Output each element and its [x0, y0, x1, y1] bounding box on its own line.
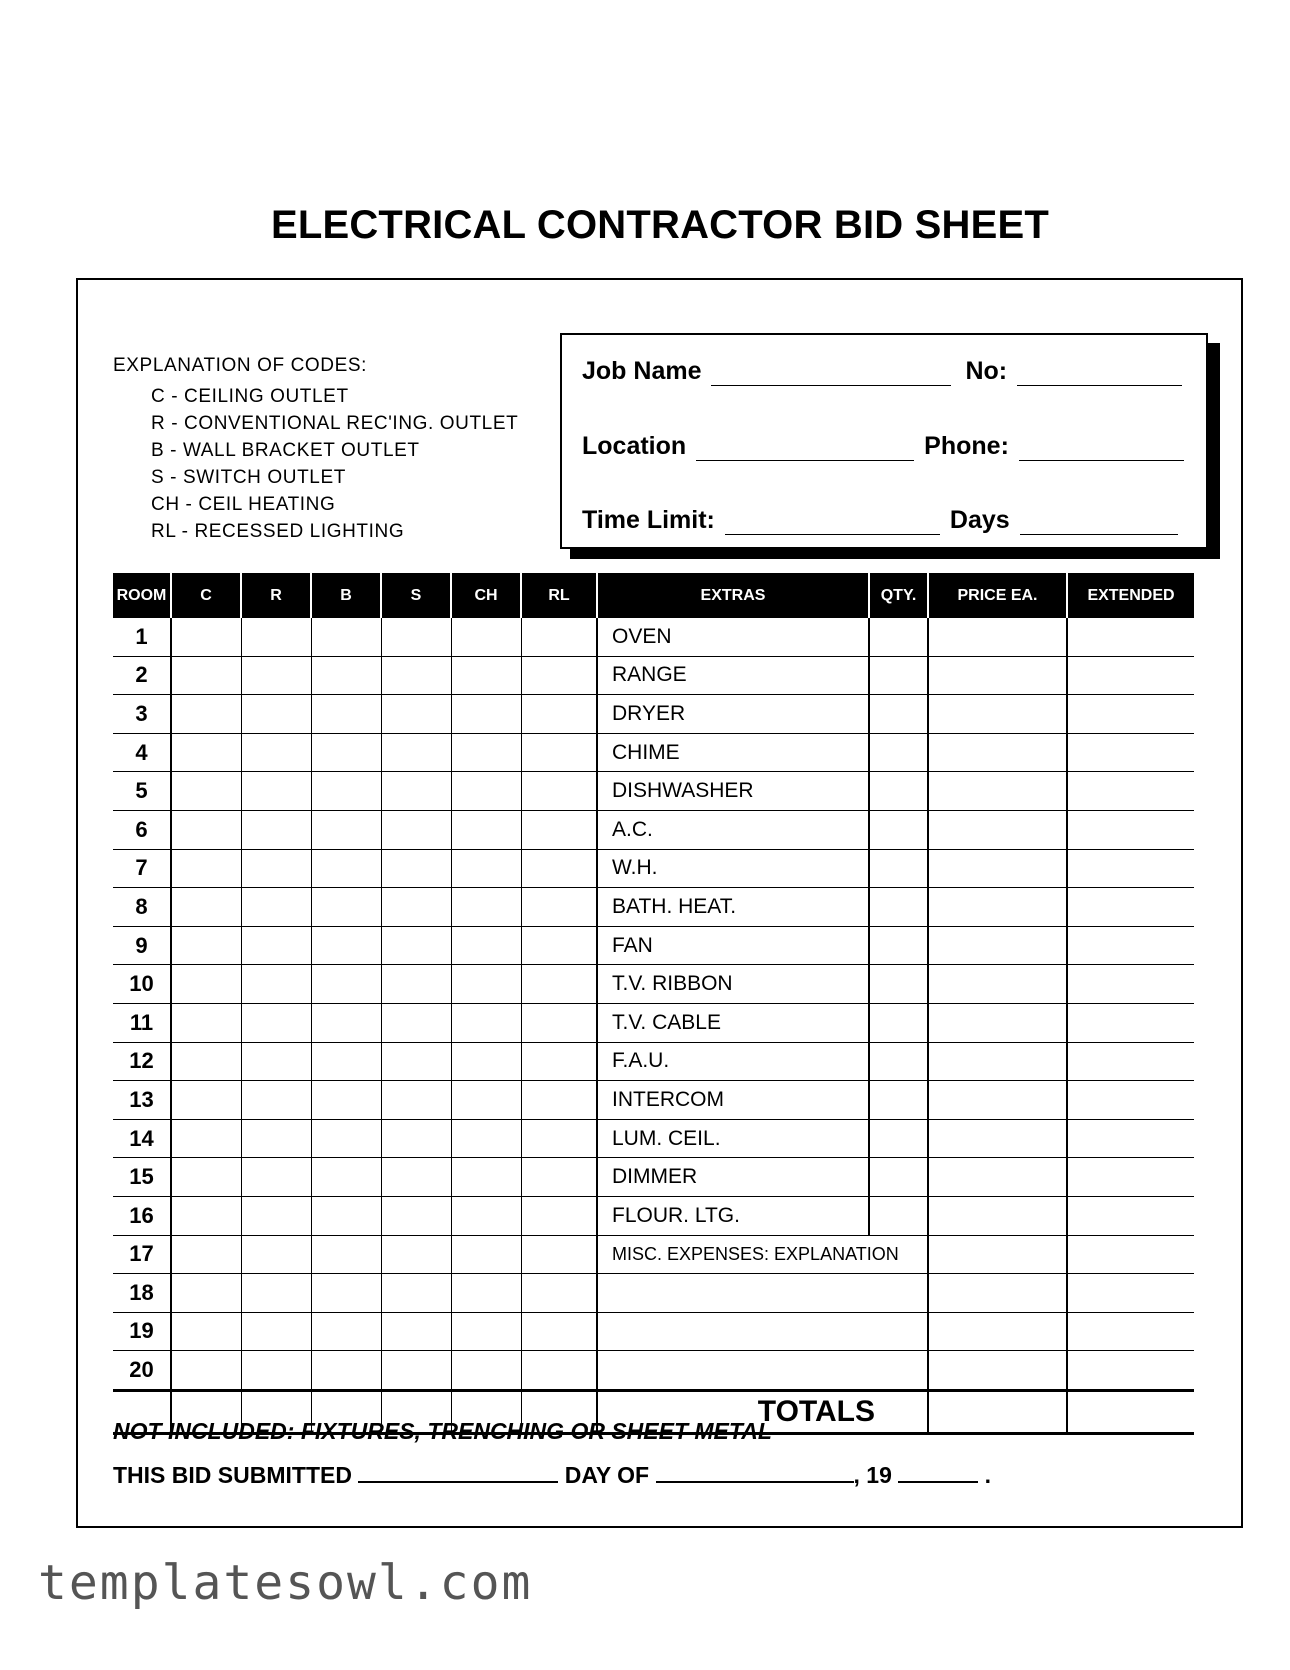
cell-r[interactable] — [241, 656, 311, 695]
cell-extended[interactable] — [1067, 849, 1194, 888]
col-extended: EXTENDED — [1067, 573, 1194, 618]
phone-field[interactable] — [1019, 438, 1184, 461]
cell-rl[interactable] — [521, 1274, 597, 1313]
cell-r[interactable] — [241, 695, 311, 734]
cell-b[interactable] — [311, 1158, 381, 1197]
cell-c[interactable] — [171, 810, 241, 849]
cell-rl[interactable] — [521, 849, 597, 888]
cell-r[interactable] — [241, 926, 311, 965]
room-number: 9 — [113, 926, 171, 965]
cell-s[interactable] — [381, 1235, 451, 1274]
extra-item: F.A.U. — [597, 1042, 869, 1081]
cell-qty[interactable] — [869, 733, 928, 772]
cell-s[interactable] — [381, 1312, 451, 1351]
cell-b[interactable] — [311, 1003, 381, 1042]
cell-c[interactable] — [171, 772, 241, 811]
cell-b[interactable] — [311, 733, 381, 772]
room-number: 15 — [113, 1158, 171, 1197]
cell-b[interactable] — [311, 888, 381, 927]
cell-rl[interactable] — [521, 1235, 597, 1274]
cell-r[interactable] — [241, 849, 311, 888]
table-row — [113, 772, 1194, 811]
codes-legend — [113, 355, 518, 545]
cell-ch[interactable] — [451, 810, 521, 849]
total-extended[interactable] — [1067, 1390, 1194, 1433]
time-limit-label: Time Limit: — [582, 506, 715, 534]
table-row — [113, 1003, 1194, 1042]
cell-c[interactable] — [171, 965, 241, 1004]
cell-price-each[interactable] — [928, 1312, 1067, 1351]
cell-price-each[interactable] — [928, 656, 1067, 695]
cell-b[interactable] — [311, 965, 381, 1004]
cell-price-each[interactable] — [928, 888, 1067, 927]
col-s: S — [381, 573, 451, 618]
cell-ch[interactable] — [451, 1003, 521, 1042]
cell-r[interactable] — [241, 1196, 311, 1235]
room-number: 14 — [113, 1119, 171, 1158]
cell-extended[interactable] — [1067, 1274, 1194, 1313]
room-number: 3 — [113, 695, 171, 734]
col-room: ROOM — [113, 573, 171, 618]
cell-extended[interactable] — [1067, 733, 1194, 772]
page-title: ELECTRICAL CONTRACTOR BID SHEET — [270, 203, 1050, 247]
cell-qty[interactable] — [869, 1081, 928, 1120]
phone-label: Phone: — [924, 432, 1009, 460]
extra-item: W.H. — [597, 849, 869, 888]
extra-item: DISHWASHER — [597, 772, 869, 811]
cell-price-each[interactable] — [928, 849, 1067, 888]
bid-submitted-line — [113, 1461, 991, 1489]
cell-ch[interactable] — [451, 1235, 521, 1274]
cell-b[interactable] — [311, 849, 381, 888]
cell-qty[interactable] — [869, 926, 928, 965]
cell-s[interactable] — [381, 965, 451, 1004]
cell-ch[interactable] — [451, 733, 521, 772]
extra-item: FAN — [597, 926, 869, 965]
cell-r[interactable] — [241, 1081, 311, 1120]
cell-qty[interactable] — [869, 849, 928, 888]
room-number: 18 — [113, 1274, 171, 1313]
extra-item: FLOUR. LTG. — [597, 1196, 869, 1235]
cell-s[interactable] — [381, 1042, 451, 1081]
cell-b[interactable] — [311, 1235, 381, 1274]
cell-c[interactable] — [171, 926, 241, 965]
cell-qty[interactable] — [869, 1196, 928, 1235]
cell-ch[interactable] — [451, 1274, 521, 1313]
room-number: 10 — [113, 965, 171, 1004]
cell-price-each[interactable] — [928, 695, 1067, 734]
cell-rl[interactable] — [521, 965, 597, 1004]
cell-ch[interactable] — [451, 849, 521, 888]
extra-item: BATH. HEAT. — [597, 888, 869, 927]
cell-price-each[interactable] — [928, 1196, 1067, 1235]
table-row — [113, 888, 1194, 927]
cell-c[interactable] — [171, 888, 241, 927]
cell-extended[interactable] — [1067, 1003, 1194, 1042]
cell-r[interactable] — [241, 810, 311, 849]
cell-rl[interactable] — [521, 1312, 597, 1351]
cell-ch[interactable] — [451, 772, 521, 811]
total-price-each[interactable] — [928, 1390, 1067, 1433]
cell-qty[interactable] — [869, 810, 928, 849]
cell-extended[interactable] — [1067, 695, 1194, 734]
col-qty: QTY. — [869, 573, 928, 618]
cell-b[interactable] — [311, 810, 381, 849]
cell-price-each[interactable] — [928, 1042, 1067, 1081]
cell-r[interactable] — [241, 772, 311, 811]
bid-month-field[interactable] — [656, 1461, 854, 1483]
cell-ch[interactable] — [451, 618, 521, 656]
cell-s[interactable] — [381, 1119, 451, 1158]
job-info-box — [560, 333, 1208, 549]
cell-price-each[interactable] — [928, 733, 1067, 772]
job-name-row — [582, 357, 1192, 386]
cell-price-each[interactable] — [928, 1003, 1067, 1042]
cell-qty[interactable] — [869, 695, 928, 734]
cell-qty[interactable] — [869, 888, 928, 927]
table-row — [113, 1119, 1194, 1158]
cell-c[interactable] — [171, 1119, 241, 1158]
cell-extended[interactable] — [1067, 888, 1194, 927]
cell-price-each[interactable] — [928, 618, 1067, 656]
cell-extended[interactable] — [1067, 656, 1194, 695]
table-row — [113, 965, 1194, 1004]
cell-r[interactable] — [241, 1235, 311, 1274]
cell-ch[interactable] — [451, 1042, 521, 1081]
cell-price-each[interactable] — [928, 965, 1067, 1004]
room-number: 19 — [113, 1312, 171, 1351]
cell-c[interactable] — [171, 1235, 241, 1274]
table-row — [113, 1235, 1194, 1274]
cell-rl[interactable] — [521, 888, 597, 927]
cell-extended[interactable] — [1067, 1042, 1194, 1081]
table-row — [113, 733, 1194, 772]
cell-s[interactable] — [381, 618, 451, 656]
cell-c[interactable] — [171, 1274, 241, 1313]
cell-qty[interactable] — [869, 1003, 928, 1042]
cell-ch[interactable] — [451, 1119, 521, 1158]
cell-c[interactable] — [171, 1351, 241, 1391]
cell-c[interactable] — [171, 1042, 241, 1081]
cell-price-each[interactable] — [928, 772, 1067, 811]
table-row — [113, 1042, 1194, 1081]
cell-ch[interactable] — [451, 1158, 521, 1197]
cell-b[interactable] — [311, 1351, 381, 1391]
cell-r[interactable] — [241, 1312, 311, 1351]
year-prefix-label: , 19 — [853, 1462, 892, 1488]
misc-expenses-label: MISC. EXPENSES: EXPLANATION — [597, 1235, 928, 1274]
cell-rl[interactable] — [521, 1119, 597, 1158]
cell-s[interactable] — [381, 1003, 451, 1042]
table-row — [113, 849, 1194, 888]
cell-c[interactable] — [171, 1312, 241, 1351]
table-row — [113, 1274, 1194, 1313]
cell-qty[interactable] — [869, 1042, 928, 1081]
cell-extended[interactable] — [1067, 1081, 1194, 1120]
not-included-note: NOT INCLUDED: FIXTURES, TRENCHING OR SHEET METAL — [113, 1418, 772, 1444]
cell-r[interactable] — [241, 1351, 311, 1391]
code-ch: CH - CEIL HEATING — [151, 494, 336, 515]
table-row — [113, 656, 1194, 695]
cell-c[interactable] — [171, 849, 241, 888]
location-field[interactable] — [696, 438, 914, 461]
cell-rl[interactable] — [521, 695, 597, 734]
cell-r[interactable] — [241, 1003, 311, 1042]
cell-s[interactable] — [381, 733, 451, 772]
cell-qty[interactable] — [869, 1119, 928, 1158]
extra-item: T.V. CABLE — [597, 1003, 869, 1042]
cell-ch[interactable] — [451, 1351, 521, 1391]
cell-s[interactable] — [381, 926, 451, 965]
cell-rl[interactable] — [521, 810, 597, 849]
watermark-text: templatesowl.com — [38, 1555, 533, 1611]
extra-item: T.V. RIBBON — [597, 965, 869, 1004]
cell-ch[interactable] — [451, 1312, 521, 1351]
table-header-row — [113, 573, 1194, 618]
room-number: 2 — [113, 656, 171, 695]
room-number: 6 — [113, 810, 171, 849]
room-number: 1 — [113, 618, 171, 656]
extra-item: CHIME — [597, 733, 869, 772]
cell-b[interactable] — [311, 926, 381, 965]
cell-rl[interactable] — [521, 1196, 597, 1235]
cell-r[interactable] — [241, 618, 311, 656]
cell-c[interactable] — [171, 695, 241, 734]
extra-item: RANGE — [597, 656, 869, 695]
cell-extended[interactable] — [1067, 965, 1194, 1004]
extra-item: LUM. CEIL. — [597, 1119, 869, 1158]
cell-b[interactable] — [311, 1081, 381, 1120]
table-row — [113, 1351, 1194, 1391]
bid-day-field[interactable] — [358, 1461, 558, 1483]
extra-item: A.C. — [597, 810, 869, 849]
cell-s[interactable] — [381, 849, 451, 888]
cell-extended[interactable] — [1067, 1312, 1194, 1351]
job-name-field[interactable] — [711, 363, 951, 386]
cell-rl[interactable] — [521, 926, 597, 965]
cell-price-each[interactable] — [928, 1158, 1067, 1197]
cell-s[interactable] — [381, 1196, 451, 1235]
cell-ch[interactable] — [451, 965, 521, 1004]
cell-b[interactable] — [311, 1196, 381, 1235]
table-row — [113, 926, 1194, 965]
cell-s[interactable] — [381, 810, 451, 849]
cell-b[interactable] — [311, 1312, 381, 1351]
misc-explanation-cell[interactable] — [597, 1351, 928, 1391]
cell-b[interactable] — [311, 772, 381, 811]
cell-rl[interactable] — [521, 1351, 597, 1391]
table-row — [113, 1081, 1194, 1120]
extra-item: OVEN — [597, 618, 869, 656]
col-b: B — [311, 573, 381, 618]
cell-qty[interactable] — [869, 618, 928, 656]
table-row — [113, 1196, 1194, 1235]
cell-price-each[interactable] — [928, 1235, 1067, 1274]
bid-submitted-label: THIS BID SUBMITTED — [113, 1462, 352, 1488]
cell-r[interactable] — [241, 1119, 311, 1158]
room-number: 20 — [113, 1351, 171, 1391]
cell-b[interactable] — [311, 1042, 381, 1081]
cell-c[interactable] — [171, 1081, 241, 1120]
time-limit-row — [582, 506, 1188, 535]
cell-r[interactable] — [241, 1274, 311, 1313]
extra-item: DRYER — [597, 695, 869, 734]
room-number: 4 — [113, 733, 171, 772]
cell-b[interactable] — [311, 1119, 381, 1158]
cell-qty[interactable] — [869, 1158, 928, 1197]
cell-ch[interactable] — [451, 926, 521, 965]
cell-price-each[interactable] — [928, 1351, 1067, 1391]
cell-ch[interactable] — [451, 695, 521, 734]
cell-rl[interactable] — [521, 656, 597, 695]
col-c: C — [171, 573, 241, 618]
room-number: 7 — [113, 849, 171, 888]
location-row — [582, 432, 1194, 461]
cell-s[interactable] — [381, 695, 451, 734]
cell-s[interactable] — [381, 1351, 451, 1391]
col-ch: CH — [451, 573, 521, 618]
table-row — [113, 1312, 1194, 1351]
cell-price-each[interactable] — [928, 1081, 1067, 1120]
room-number: 11 — [113, 1003, 171, 1042]
cell-extended[interactable] — [1067, 1158, 1194, 1197]
table-row — [113, 695, 1194, 734]
room-number: 16 — [113, 1196, 171, 1235]
cell-extended[interactable] — [1067, 1119, 1194, 1158]
cell-ch[interactable] — [451, 1196, 521, 1235]
cell-rl[interactable] — [521, 1042, 597, 1081]
bid-year-field[interactable] — [898, 1461, 978, 1483]
cell-price-each[interactable] — [928, 1274, 1067, 1313]
cell-c[interactable] — [171, 1196, 241, 1235]
table-row — [113, 618, 1194, 656]
cell-r[interactable] — [241, 1158, 311, 1197]
misc-explanation-cell[interactable] — [597, 1274, 928, 1313]
room-number: 17 — [113, 1235, 171, 1274]
code-c: C - CEILING OUTLET — [151, 386, 349, 407]
cell-c[interactable] — [171, 618, 241, 656]
room-number: 8 — [113, 888, 171, 927]
no-field[interactable] — [1017, 363, 1182, 386]
cell-extended[interactable] — [1067, 618, 1194, 656]
cell-rl[interactable] — [521, 618, 597, 656]
codes-heading: EXPLANATION OF CODES: — [113, 355, 368, 376]
cell-b[interactable] — [311, 1274, 381, 1313]
cell-extended[interactable] — [1067, 1235, 1194, 1274]
cell-r[interactable] — [241, 1042, 311, 1081]
location-label: Location — [582, 432, 687, 460]
code-s: S - SWITCH OUTLET — [151, 467, 346, 488]
cell-s[interactable] — [381, 1274, 451, 1313]
cell-price-each[interactable] — [928, 1119, 1067, 1158]
cell-r[interactable] — [241, 888, 311, 927]
cell-rl[interactable] — [521, 733, 597, 772]
cell-qty[interactable] — [869, 656, 928, 695]
col-price-each: PRICE EA. — [928, 573, 1067, 618]
cell-extended[interactable] — [1067, 1351, 1194, 1391]
cell-s[interactable] — [381, 656, 451, 695]
col-rl: RL — [521, 573, 597, 618]
code-b: B - WALL BRACKET OUTLET — [151, 440, 420, 461]
totals-label: TOTALS — [597, 1390, 928, 1433]
col-extras: EXTRAS — [597, 573, 869, 618]
cell-ch[interactable] — [451, 888, 521, 927]
cell-ch[interactable] — [451, 656, 521, 695]
end-period: . — [984, 1462, 992, 1488]
cell-qty[interactable] — [869, 772, 928, 811]
cell-price-each[interactable] — [928, 810, 1067, 849]
cell-extended[interactable] — [1067, 772, 1194, 811]
cell-rl[interactable] — [521, 1081, 597, 1120]
cell-c[interactable] — [171, 656, 241, 695]
job-name-label: Job Name — [582, 357, 702, 385]
day-of-label: DAY OF — [564, 1462, 650, 1488]
bid-table — [113, 573, 1194, 1435]
cell-s[interactable] — [381, 1081, 451, 1120]
code-r: R - CONVENTIONAL REC'ING. OUTLET — [151, 413, 519, 434]
cell-rl[interactable] — [521, 1158, 597, 1197]
cell-b[interactable] — [311, 618, 381, 656]
cell-qty[interactable] — [869, 965, 928, 1004]
cell-extended[interactable] — [1067, 1196, 1194, 1235]
cell-c[interactable] — [171, 1003, 241, 1042]
table-row — [113, 810, 1194, 849]
days-label: Days — [949, 506, 1010, 534]
cell-r[interactable] — [241, 733, 311, 772]
cell-s[interactable] — [381, 772, 451, 811]
code-rl: RL - RECESSED LIGHTING — [151, 521, 405, 542]
col-r: R — [241, 573, 311, 618]
table-row — [113, 1158, 1194, 1197]
cell-rl[interactable] — [521, 772, 597, 811]
no-label: No: — [965, 357, 1008, 385]
room-number: 13 — [113, 1081, 171, 1120]
room-number: 5 — [113, 772, 171, 811]
extra-item: DIMMER — [597, 1158, 869, 1197]
cell-price-each[interactable] — [928, 926, 1067, 965]
cell-c[interactable] — [171, 1158, 241, 1197]
cell-extended[interactable] — [1067, 926, 1194, 965]
cell-r[interactable] — [241, 965, 311, 1004]
misc-explanation-cell[interactable] — [597, 1312, 928, 1351]
cell-s[interactable] — [381, 1158, 451, 1197]
cell-b[interactable] — [311, 695, 381, 734]
cell-ch[interactable] — [451, 1081, 521, 1120]
days-field[interactable] — [1020, 512, 1178, 535]
extra-item: INTERCOM — [597, 1081, 869, 1120]
room-number: 12 — [113, 1042, 171, 1081]
cell-s[interactable] — [381, 888, 451, 927]
cell-c[interactable] — [171, 733, 241, 772]
cell-b[interactable] — [311, 656, 381, 695]
time-limit-field[interactable] — [725, 512, 940, 535]
cell-extended[interactable] — [1067, 810, 1194, 849]
cell-rl[interactable] — [521, 1003, 597, 1042]
